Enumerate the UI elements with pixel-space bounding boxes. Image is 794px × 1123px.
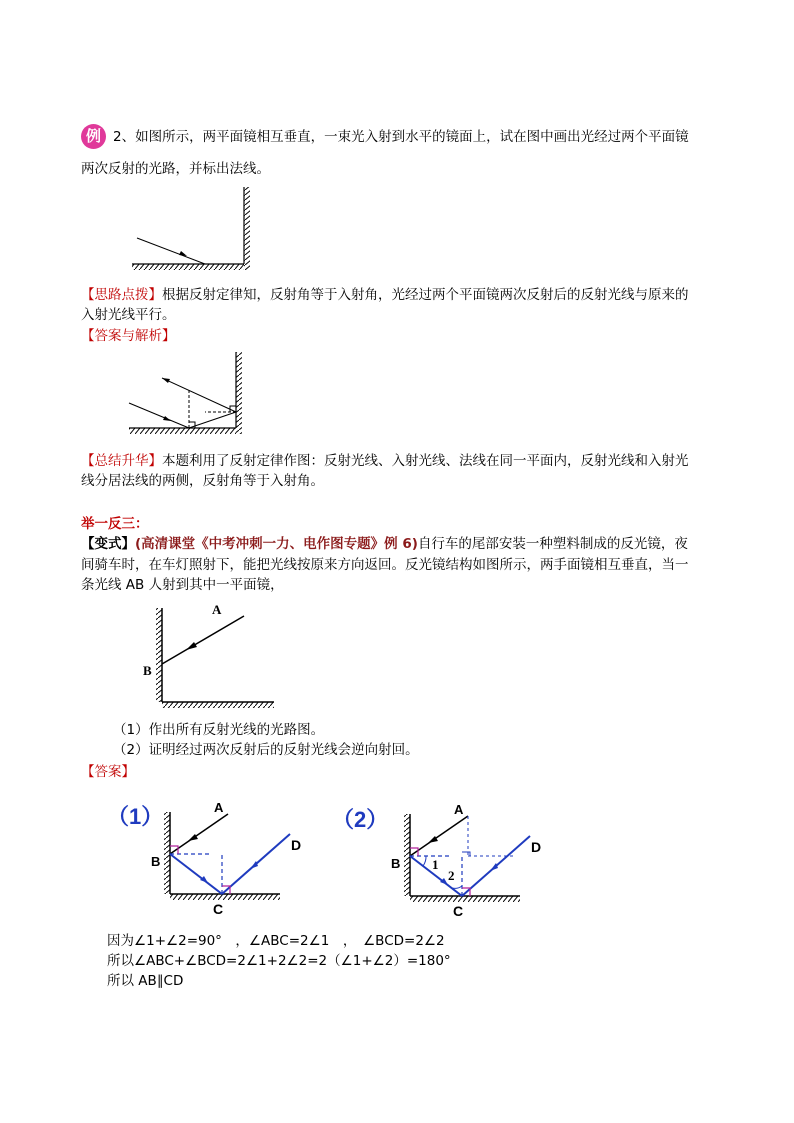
hint-text-1: 根据反射定律知，反射角等于入射角，光经过两个平面镜两次反射后的反射光线与原来的	[162, 287, 689, 303]
proof-line1: 因为∠1+∠2=90° ，∠ABC=2∠1 ， ∠BCD=2∠2	[107, 933, 445, 949]
practice-text-1: 自行车的尾部安装一种塑料制成的反光镜，夜	[417, 536, 688, 552]
answer-figure-1	[148, 798, 308, 920]
example-badge: 例	[81, 124, 106, 149]
proof-line2: 所以∠ABC+∠BCD=2∠1+2∠2=2（∠1+∠2）=180°	[107, 953, 451, 969]
summary-text-2: 线分居法线的两侧，反射角等于入射角。	[81, 473, 324, 489]
summary-text-1: 本题利用了反射定律作图：反射光线、入射光线、法线在同一平面内，反射光线和入射光	[162, 453, 689, 469]
ans1-label-D: D	[291, 837, 302, 853]
answer-tag: 【答案】	[81, 764, 135, 780]
answer-fig1-label: （1）	[107, 804, 164, 829]
practice-line1	[81, 535, 688, 553]
ans2-label-2: 2	[448, 868, 455, 883]
practice-source: (高清课堂《中考冲刺一力、电作图专题》例 6)	[135, 536, 418, 552]
ans2-label-A: A	[454, 802, 464, 817]
proof-line3: 所以 AB∥CD	[107, 973, 184, 989]
practice-q2: （2）证明经过两次反射后的反射光线会逆向射回。	[113, 742, 419, 758]
label-A: A	[212, 602, 222, 617]
practice-text-2: 间骑车时，在车灯照射下，能把光线按原来方向返回。反光镜结构如图所示，两手面镜相互垂直，当一	[81, 557, 689, 573]
ans1-label-A: A	[214, 800, 224, 815]
practice-text-3: 条光线 AB 人射到其中一平面镜，	[81, 577, 284, 593]
label-B: B	[143, 663, 152, 678]
example-text-line1: 2、如图所示，两平面镜相互垂直，一束光入射到水平的镜面上，试在图中画出光经过两个平面镜	[113, 129, 689, 145]
hint-line1	[81, 286, 689, 304]
hint-text-2: 入射光线平行。	[81, 307, 176, 323]
figure-practice-mirrors	[140, 598, 280, 710]
practice-q1: （1）作出所有反射光线的光路图。	[113, 722, 325, 738]
example-text-line2: 两次反射的光路，并标出法线。	[81, 161, 270, 177]
ans2-label-D: D	[531, 839, 542, 855]
practice-tag: 【变式】	[81, 536, 135, 552]
ans1-label-B: B	[151, 854, 161, 869]
ans2-label-B: B	[391, 856, 401, 871]
figure-mirrors-question	[125, 185, 255, 275]
summary-tag: 【总结升华】	[81, 453, 162, 469]
answer-analysis-tag: 【答案与解析】	[81, 328, 176, 344]
figure-mirrors-solution	[125, 350, 255, 438]
answer-figure-2	[388, 800, 558, 922]
ans2-label-1: 1	[432, 857, 439, 872]
ans2-label-C: C	[453, 903, 464, 919]
ans1-label-C: C	[213, 901, 224, 917]
practice-heading: 举一反三：	[81, 516, 149, 532]
summary-line1	[81, 452, 689, 470]
answer-fig2-label: （2）	[332, 807, 389, 832]
hint-tag: 【思路点拨】	[81, 287, 162, 303]
